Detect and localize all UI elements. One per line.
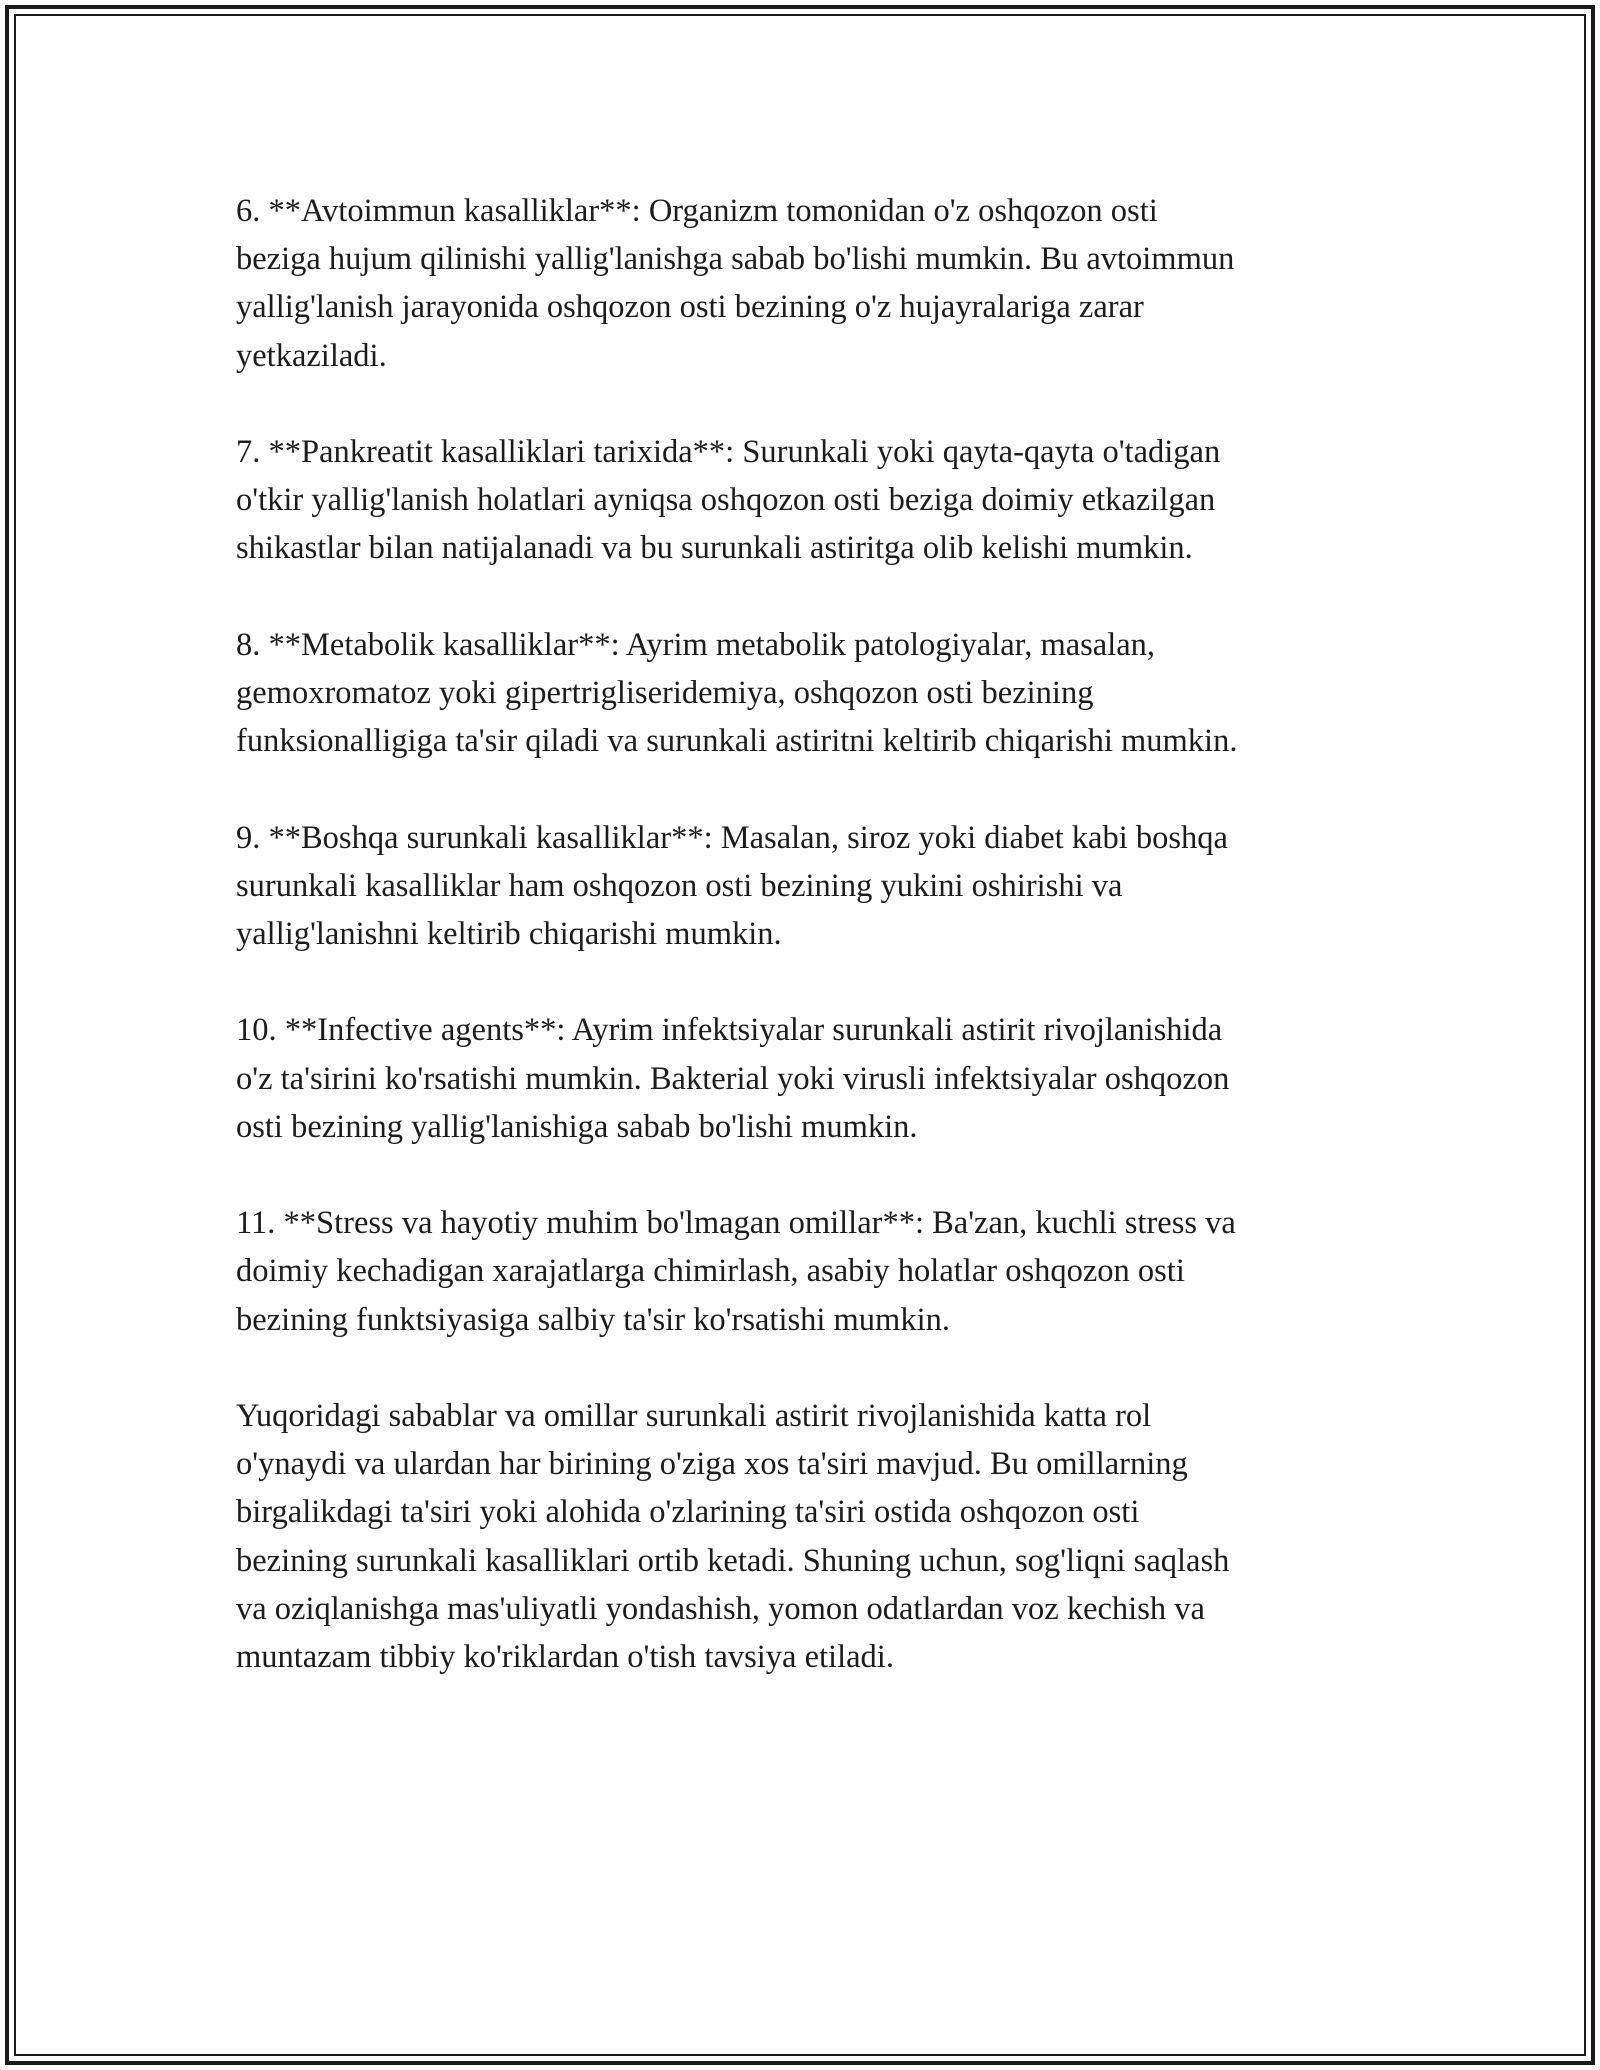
paragraph-item-6: 6. **Avtoimmun kasalliklar**: Organizm tomonidan o'z oshqozon osti beziga hujum qilinishi yallig'lanishga sabab bo'lishi mumkin. Bu avtoimmun yallig'lanish jarayonida oshqozon osti bezining o'z hujayralariga zarar yetkaziladi. <box>236 193 1235 374</box>
conclusion-paragraph: Yuqoridagi sabablar va omillar surunkali astirit rivojlanishida katta rol o'ynaydi va ulardan har birining o'ziga xos ta'siri mavjud. Bu omillarning birgalikdagi ta'siri yoki alohida o'zlarining ta'siri ostida oshqozon osti bezining surunkali kasalliklari ortib ketadi. Shuning uchun, sog'liqni saqlash va oziqlanishga mas'uliyatli yondashish, yomon odatlardan voz kechish va muntazam tibbiy ko'riklardan o'tish tavsiya etiladi. <box>236 1397 1230 1675</box>
paragraph-item-10: 10. **Infective agents**: Ayrim infektsiyalar surunkali astirit rivojlanishida o'z ta'sirini ko'rsatishi mumkin. Bakterial yoki virusli infektsiyalar oshqozon osti bezining yallig'lanishiga sabab bo'lishi mumkin. <box>236 1012 1230 1145</box>
document-body <box>236 187 1386 1681</box>
paragraph-item-8: 8. **Metabolik kasalliklar**: Ayrim metabolik patologiyalar, masalan, gemoxromatoz yoki gipertrigliseridemiya, oshqozon osti bezining funksionalligiga ta'sir qiladi va surunkali astiritni keltirib chiqarishi mumkin. <box>236 626 1238 760</box>
paragraph-item-11: 11. **Stress va hayotiy muhim bo'lmagan omillar**: Ba'zan, kuchli stress va doimiy kechadigan xarajatlarga chimirlash, asabiy holatlar oshqozon osti bezining funktsiyasiga salbiy ta'sir ko'rsatishi mumkin. <box>236 1205 1236 1338</box>
paragraph-item-7: 7. **Pankreatit kasalliklari tarixida**: Surunkali yoki qayta-qayta o'tadigan o'tkir yallig'lanish holatlari ayniqsa oshqozon osti beziga doimiy etkazilgan shikastlar bilan natijalanadi va bu surunkali astiritga olib kelishi mumkin. <box>236 434 1221 567</box>
paragraph-item-9: 9. **Boshqa surunkali kasalliklar**: Masalan, siroz yoki diabet kabi boshqa surunkali kasalliklar ham oshqozon osti bezining yukini oshirishi va yallig'lanishni keltirib chiqarishi mumkin. <box>236 819 1228 952</box>
